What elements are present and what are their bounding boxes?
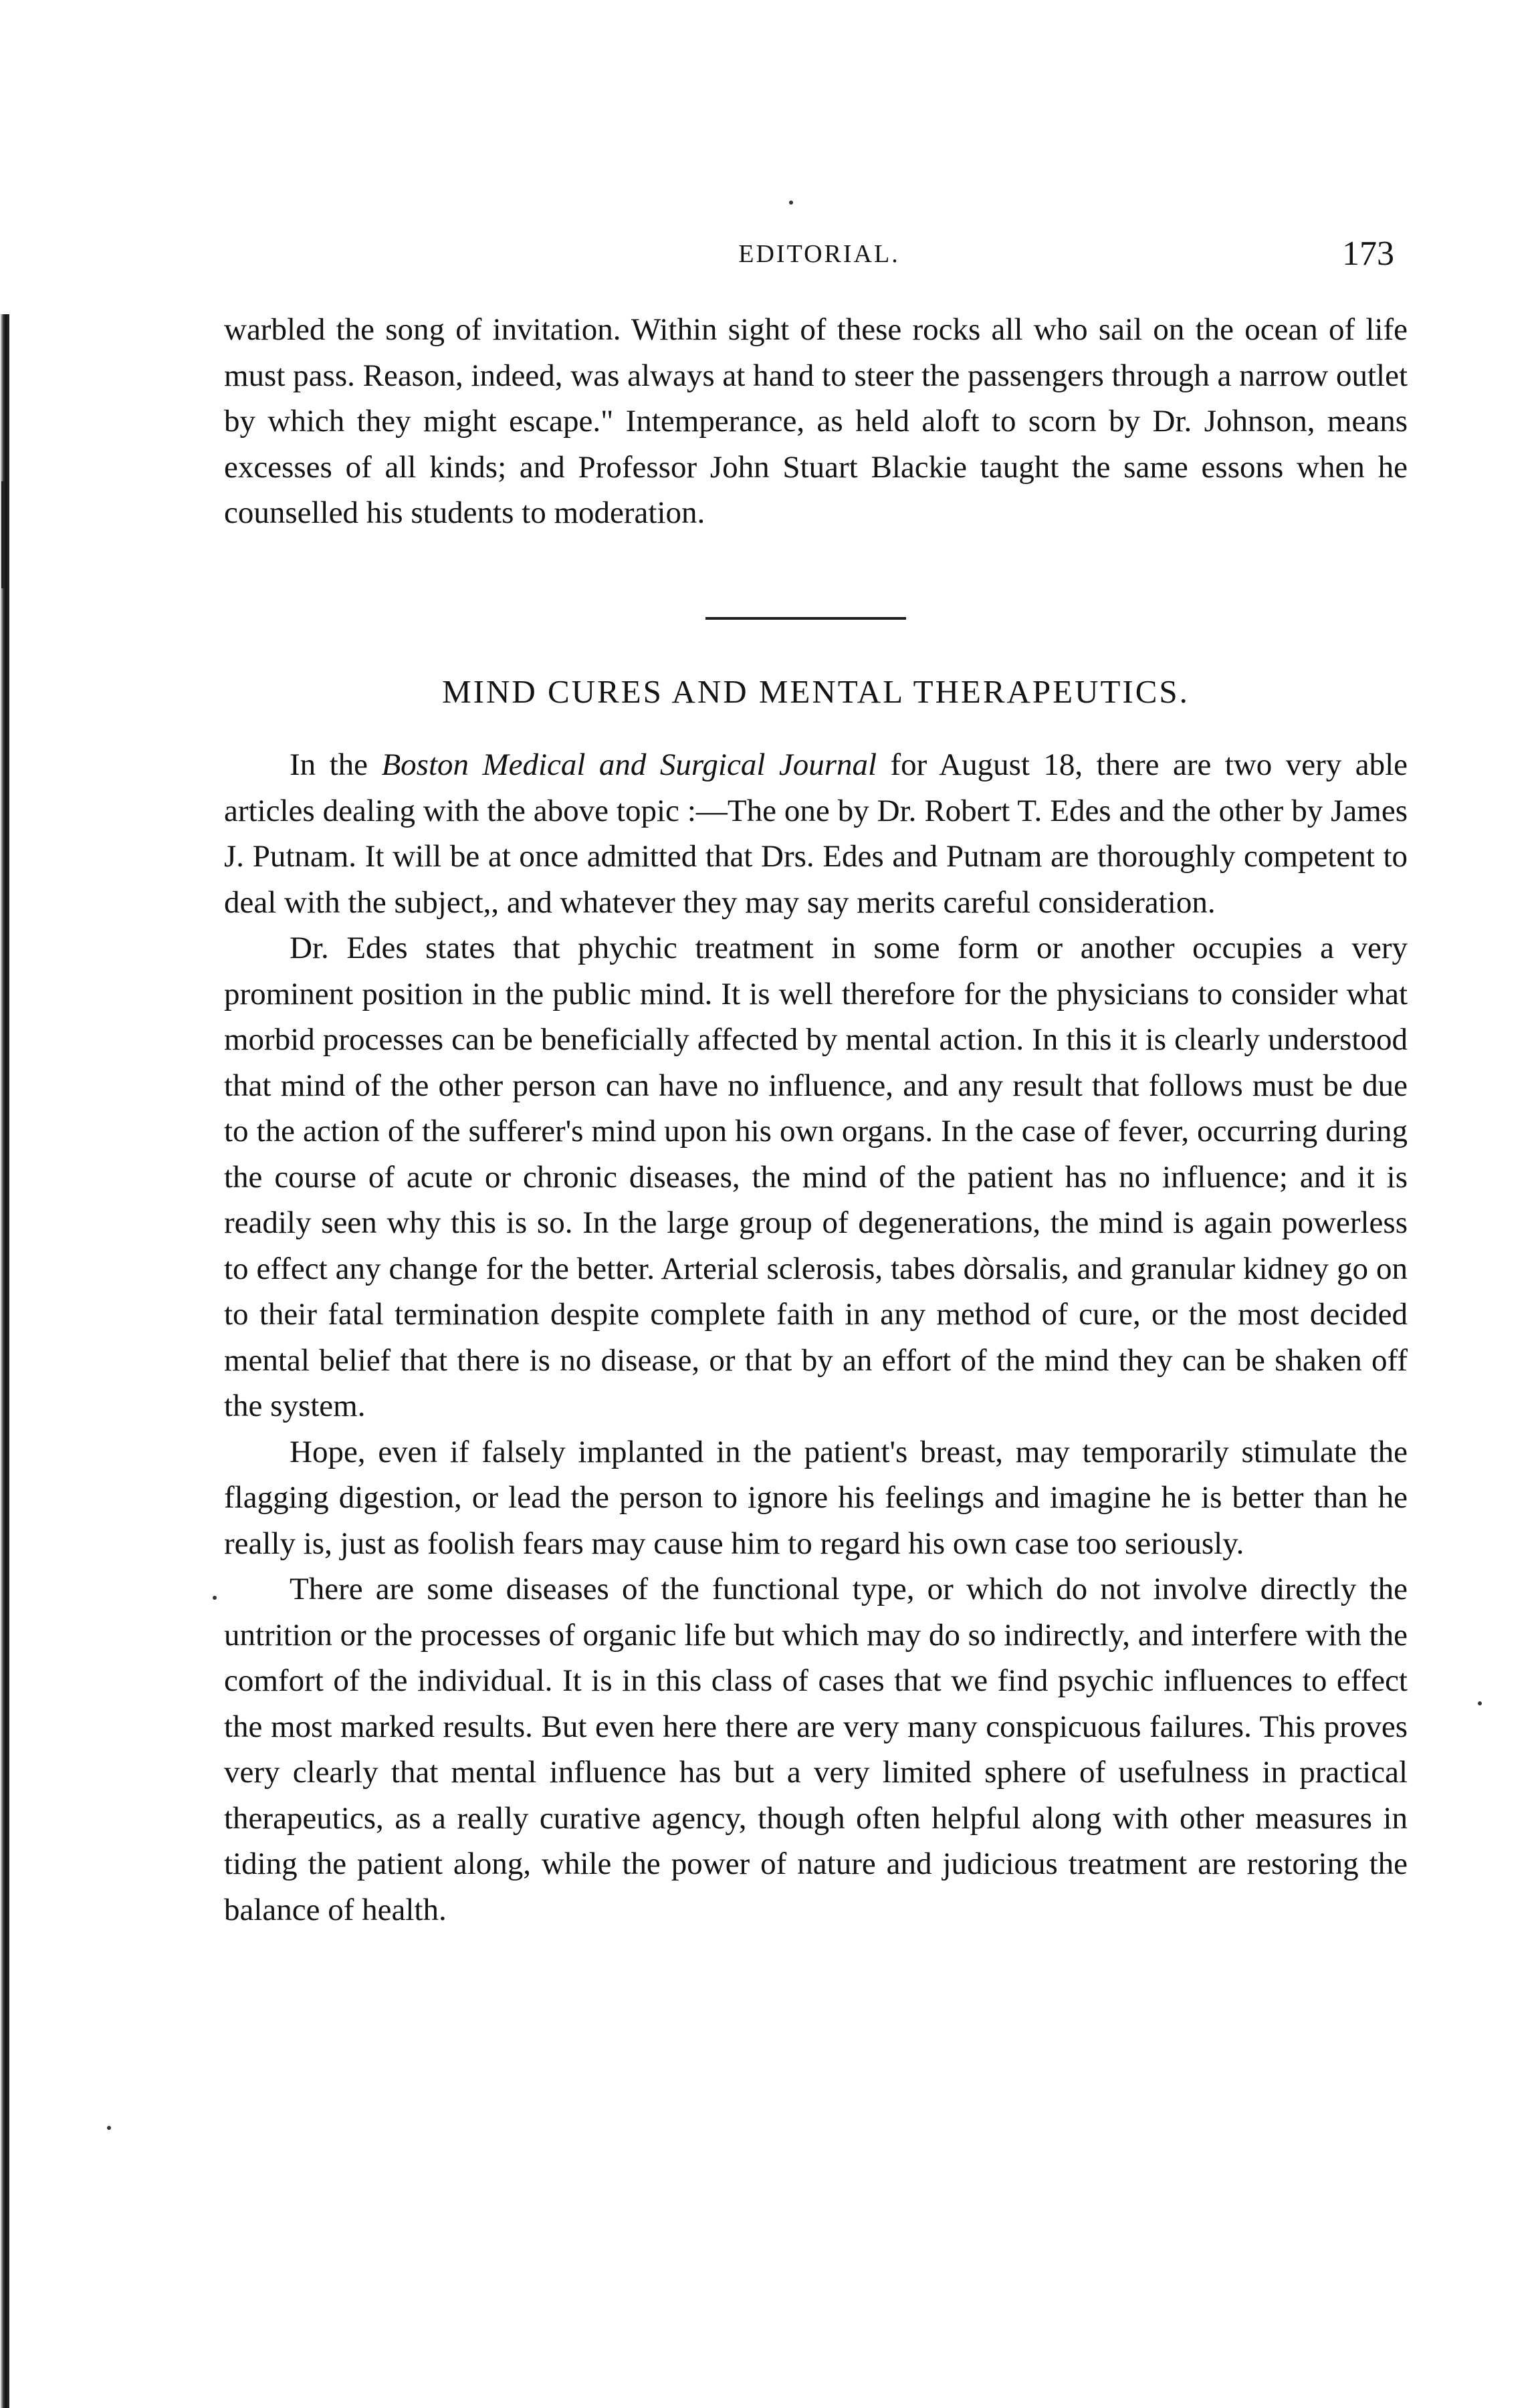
print-speck <box>1478 1701 1482 1705</box>
print-speck <box>789 201 793 205</box>
article-paragraph-1 <box>224 742 1408 925</box>
journal-name: Boston Medical and Surgical Journal <box>381 747 877 782</box>
article-title: MIND CURES AND MENTAL THERAPEUTICS. <box>442 673 1190 710</box>
section-divider-rule <box>705 617 906 620</box>
continued-paragraph <box>224 307 1408 536</box>
print-speck <box>213 1596 217 1600</box>
paragraph-1-rest: for August 18, there are two very able articles dealing with the above topic :—The one by Dr. Robert T. Edes and the other by James J. Putnam. It will be at once admitted that Drs. Edes and Putnam are thoroughly competent to deal with the subject,, and whatever they may say merits careful consideration. <box>224 747 1408 920</box>
binding-edge-shadow <box>0 314 9 2408</box>
article-paragraph-3: Hope, even if falsely implanted in the patient's breast, may temporarily stimulate the flagging digestion, or lead the person to ignore his feelings and imagine he is better than he really is, just as foolish fears may cause him to regard his own case too seriously. <box>224 1434 1408 1561</box>
page-number: 173 <box>1342 235 1394 273</box>
article-paragraph-4: There are some diseases of the functional type, or which do not involve directly the untrition or the processes of organic life but which may do so indirectly, and interfere with the comfort of the individual. It is in this class of cases that we find psychic influences to effect the most marked results. But even here there are very many conspicuous failures. This proves very clearly that mental influence has but a very limited sphere of usefulness in practical therapeutics, as a really curative agency, though often helpful along with other measures in tiding the patient along, while the power of nature and judicious treatment are restoring the balance of health. <box>224 1572 1408 1927</box>
print-speck <box>107 2126 111 2130</box>
running-head <box>224 234 1414 274</box>
binding-edge-mark <box>1 481 5 588</box>
article-paragraph-2: Dr. Edes states that phychic treatment in some form or another occupies a very prominent position in the public mind. It is well therefore for the physicians to consider what morbid processes can be beneficially affected by mental action. In this it is clearly understood that mind of the other person can have no influence, and any result that follows must be due to the action of the sufferer's mind upon his own organs. In the case of fever, occurring during the course of acute or chronic diseases, the mind of the patient has no influence; and it is readily seen why this is so. In the large group of degenerations, the mind is again powerless to effect any change for the better. Arterial sclerosis, tabes dòrsalis, and granular kidney go on to their fatal termination despite complete faith in any method of cure, or the most decided mental belief that there is no disease, or that by an effort of the mind they can be shaken off the system. <box>224 931 1408 1423</box>
paragraph-1-lead: In the <box>290 747 382 782</box>
running-title: EDITORIAL. <box>738 240 900 268</box>
article-body <box>224 742 1408 1933</box>
continued-paragraph-text: warbled the song of invitation. Within sight of these rocks all who sail on the ocean of life must pass. Reason, indeed, was always at hand to steer the passengers through a narrow outlet by which they might escape." Intemperance, as held aloft to scorn by Dr. Johnson, means excesses of all kinds; and Professor John Stuart Blackie taught the same essons when he counselled his students to moderation. <box>224 312 1408 530</box>
